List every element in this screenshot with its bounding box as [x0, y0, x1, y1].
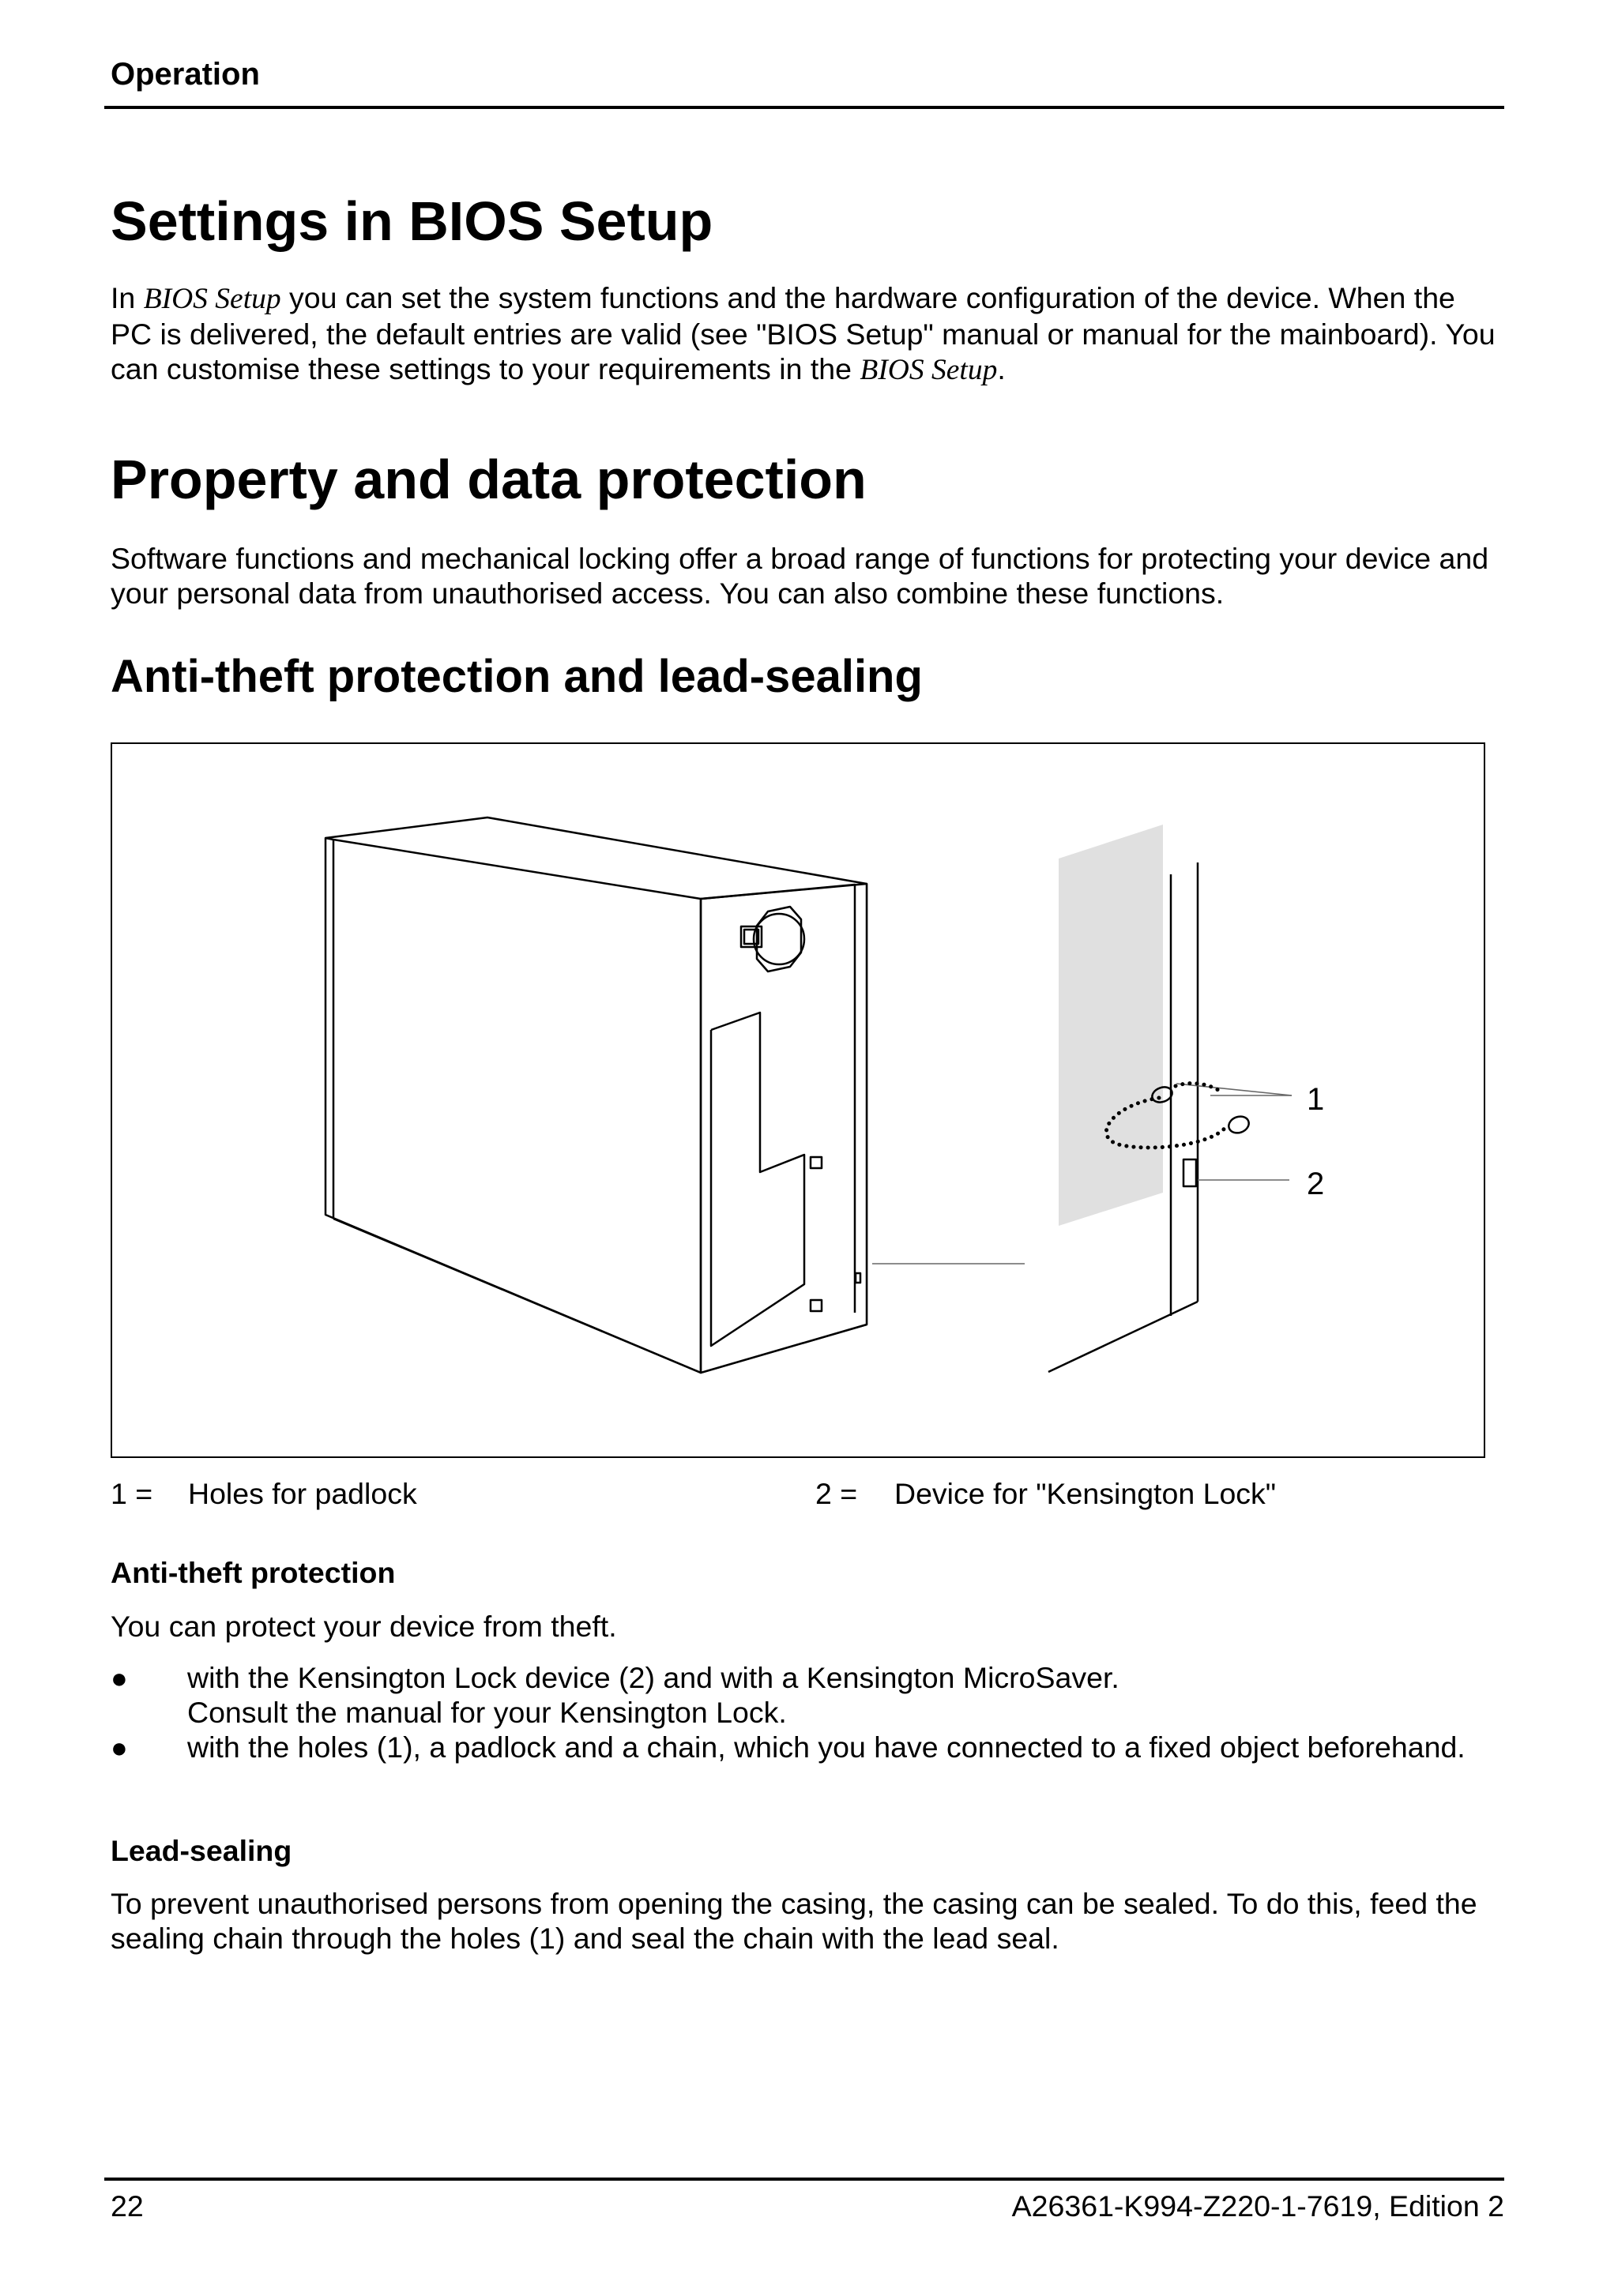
bullet-item: with the holes (1), a padlock and a chain, which you have connected to a fixed object beforehand. [187, 1730, 1466, 1764]
bios-paragraph: In BIOS Setup you can set the system functions and the hardware configuration of the device. When the PC is delivered, the default entries are valid (see "BIOS Setup" manual or manual for the mainboard). You can customise these settings to your requirements in the BIOS Setup. [111, 281, 1496, 386]
callout-1: 1 [1307, 1082, 1325, 1117]
legend-1-number: 1 = [111, 1477, 153, 1510]
bios-heading: Settings in BIOS Setup [111, 190, 713, 252]
footer-rule [104, 2178, 1504, 2181]
antitheft-intro: You can protect your device from theft. [111, 1610, 617, 1643]
bullet-icon: ● [111, 1731, 128, 1764]
legend-2-text: Device for "Kensington Lock" [894, 1477, 1277, 1510]
running-header: Operation [111, 57, 260, 92]
bios-setup-term: BIOS Setup [143, 283, 281, 315]
header-rule [104, 106, 1504, 109]
lead-sealing-paragraph: To prevent unauthorised persons from opening the casing, the casing can be sealed. To do this, feed the sealing chain through the holes (1) and seal the chain with the lead seal. [111, 1887, 1477, 1955]
pc-lock-illustration [111, 742, 1485, 1458]
bios-setup-term: BIOS Setup [860, 354, 998, 386]
legend-2-number: 2 = [815, 1477, 858, 1510]
page-number: 22 [111, 2189, 144, 2223]
protection-paragraph: Software functions and mechanical locking offer a broad range of functions for protecting your device and your personal data from unauthorised access. You can also combine these functions. [111, 542, 1489, 610]
document-id: A26361-K994-Z220-1-7619, Edition 2 [1011, 2189, 1504, 2223]
bullet-icon: ● [111, 1662, 128, 1694]
legend-1-text: Holes for padlock [188, 1477, 417, 1510]
lead-sealing-heading: Lead-sealing [111, 1834, 292, 1867]
protection-heading: Property and data protection [111, 449, 867, 510]
callout-2: 2 [1307, 1167, 1325, 1201]
antitheft-section-heading: Anti-theft protection and lead-sealing [111, 651, 923, 702]
bullet-item: with the Kensington Lock device (2) and with a Kensington MicroSaver. Consult the manual for your Kensington Lock. [187, 1661, 1119, 1729]
pc-tower-drawing [112, 744, 1487, 1460]
antitheft-heading: Anti-theft protection [111, 1556, 396, 1589]
